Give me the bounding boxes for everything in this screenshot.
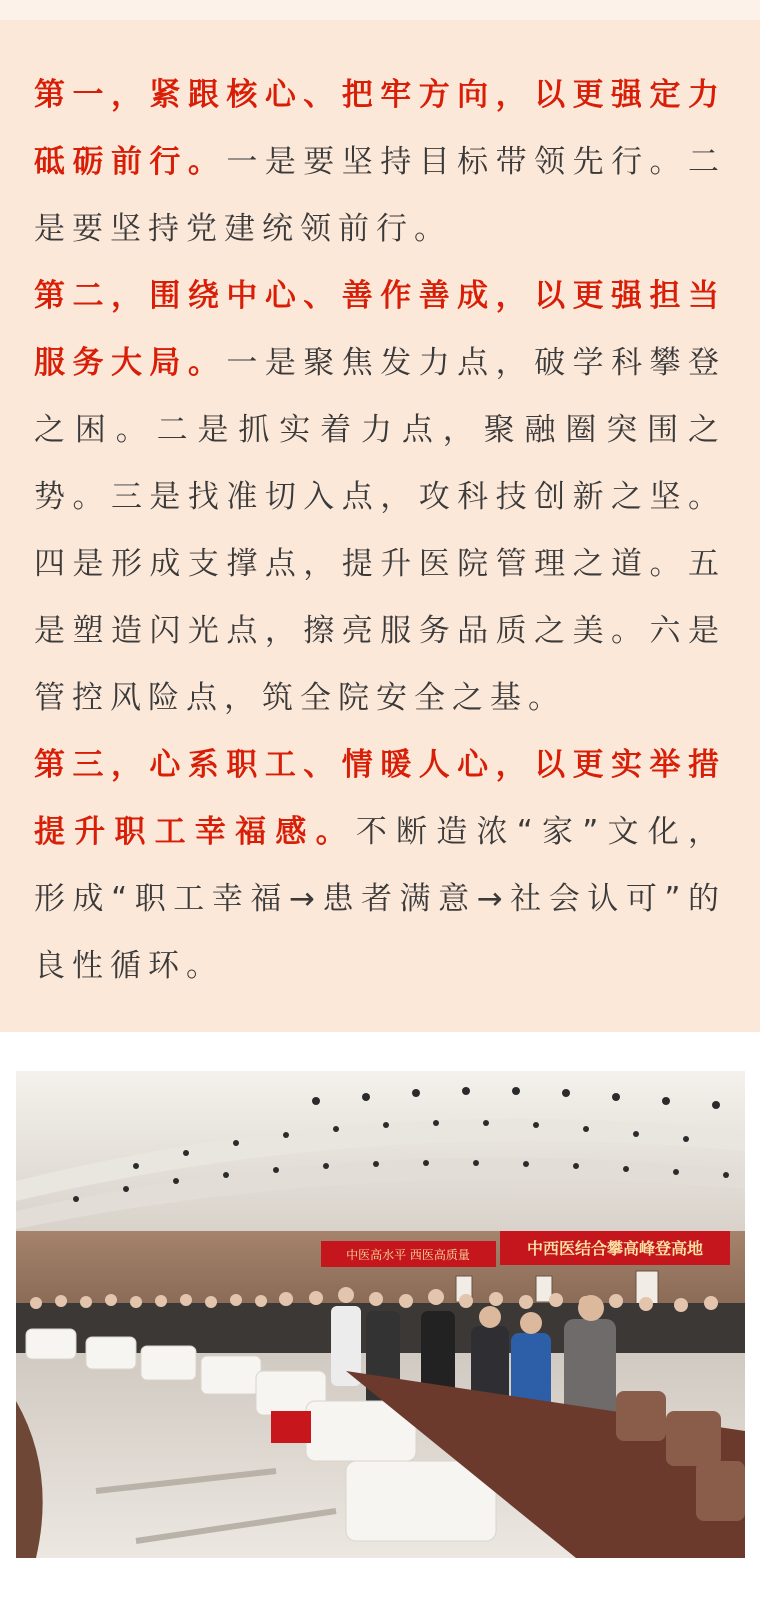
paragraph-3-body: 不断造浓“家”文化，形成“职工幸福→患者满意→社会认可”的良性循环。	[34, 814, 726, 984]
paragraph-2-headline: 第二，围绕中心、善作善成，以更强担当服务大局。	[34, 278, 726, 381]
top-strip	[0, 0, 760, 20]
meeting-hall-illustration	[16, 1071, 745, 1558]
text-panel	[0, 20, 760, 1032]
paragraph-2	[34, 263, 726, 732]
paragraph-1	[34, 62, 726, 263]
banner-right-text: 中西医结合攀高峰登高地	[526, 1239, 704, 1258]
paragraph-2-body: 一是聚焦发力点，破学科攀登之困。二是抓实着力点，聚融圈突围之势。三是找准切入点，攻科技创新之坚。四是形成支撑点，提升医院管理之道。五是塑造闪光点，擦亮服务品质之美。六是管控风险点，筑全院安全之基。	[34, 345, 727, 716]
paragraph-1-body: 一是要坚持目标带领先行。二是要坚持党建统领前行。	[34, 144, 727, 247]
red-box	[271, 1411, 311, 1443]
paragraph-1-headline: 第一，紧跟核心、把牢方向，以更强定力砥砺前行。	[34, 77, 726, 180]
banner-left-text: 中医高水平 西医高质量	[346, 1248, 470, 1262]
paragraph-3-headline: 第三，心系职工、情暖人心，以更实举措提升职工幸福感。	[34, 747, 726, 850]
meeting-photo	[16, 1071, 745, 1558]
paragraph-3	[34, 732, 726, 1000]
